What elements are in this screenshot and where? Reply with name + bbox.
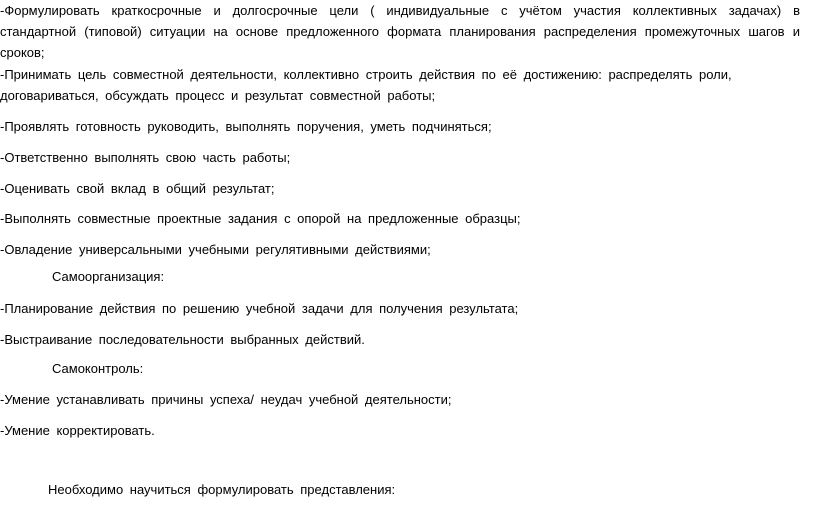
list-item: -Оценивать свой вклад в общий результат; [0,181,275,196]
closing-statement: Необходимо научиться формулировать представления: [48,482,396,497]
list-item: -Выстраивание последовательности выбранных действий. [0,332,365,347]
list-item: -Планирование действия по решению учебной задачи для получения результата; [0,301,519,316]
list-item: -Выполнять совместные проектные задания с опорой на предложенные образцы; [0,211,521,226]
list-item: -Умение устанавливать причины успеха/ неудач учебной деятельности; [0,392,452,407]
section-heading-self-control: Самоконтроль: [52,361,144,376]
list-item: -Овладение универсальными учебными регулятивными действиями; [0,242,431,257]
section-heading-self-organization: Самоорганизация: [52,269,165,284]
list-item: -Ответственно выполнять свою часть работы; [0,150,291,165]
list-item: -Формулировать краткосрочные и долгосрочные цели ( индивидуальные с учётом участия коллективных задачах) в стандартной (типовой) ситуации на основе предложенного формата планирования распределения промежуточных шагов и сроков; [0,3,800,60]
list-item: -Проявлять готовность руководить, выполнять поручения, уметь подчиняться; [0,119,492,134]
list-item: -Принимать цель совместной деятельности, коллективно строить действия по её достижению: распределять роли, договариваться, обсуждать процесс и результат совместной работы; [0,67,732,103]
list-item: -Умение корректировать. [0,423,155,438]
